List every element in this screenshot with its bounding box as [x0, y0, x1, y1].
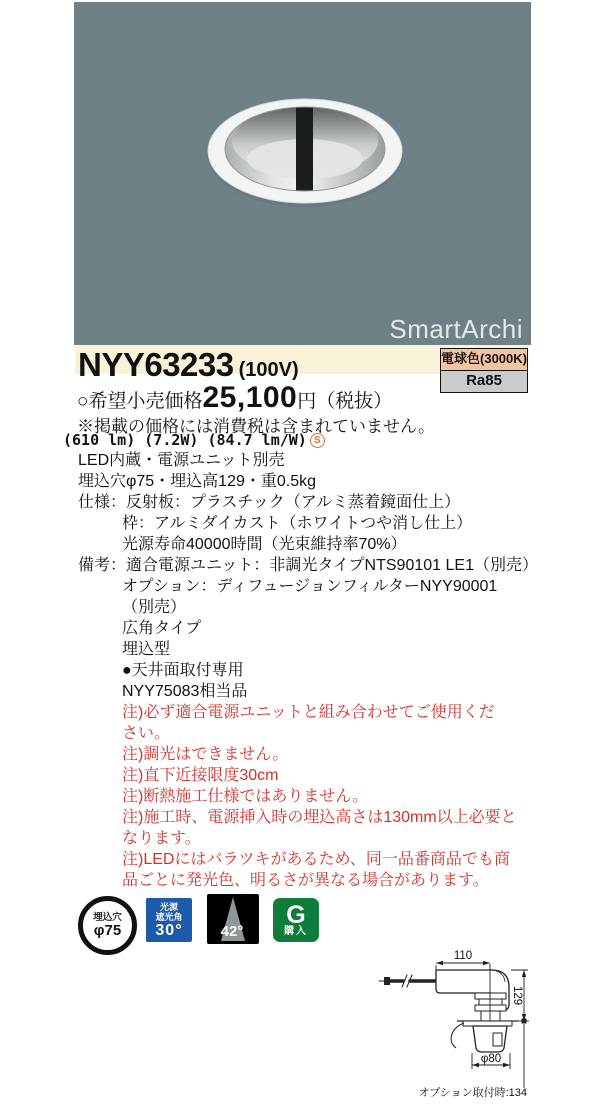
spec-note-line: 注)施工時、電源挿入時の埋込高さは130mm以上必要と	[122, 809, 517, 826]
drawing-caption: オプション取付時:134	[418, 1087, 527, 1099]
beam-angle-icon	[207, 894, 259, 944]
spec-line: 埋込型	[122, 641, 171, 658]
cutout-diameter-icon	[78, 896, 137, 955]
price-row	[77, 381, 392, 415]
tax-note: ※掲載の価格には消費税は含まれていません。	[77, 417, 436, 436]
spec-line: 埋込穴φ75・埋込高129・重0.5kg	[78, 473, 317, 490]
cutout-value: φ75	[93, 922, 122, 939]
performance-line	[63, 431, 325, 449]
green-purchase-letter: G	[286, 900, 306, 929]
green-purchase-icon	[273, 898, 319, 942]
price-prefix: ○希望小売価格	[77, 391, 203, 412]
spec-note-line: 注)直下近接限度30cm	[122, 767, 279, 784]
spec-line: LED内蔵・電源ユニット別売	[78, 452, 285, 469]
spec-line: 広角タイプ	[122, 620, 202, 637]
spec-note-line: さい。	[122, 725, 171, 742]
spec-note-line: 注)LEDにはバラツキがあるため、同一品番商品でも商	[122, 851, 510, 868]
svg-text:42°: 42°	[220, 923, 244, 940]
s-mark-icon: S	[310, 433, 325, 448]
model-row	[78, 346, 299, 384]
dim-height-label: 129	[511, 986, 523, 1006]
downlight-image	[74, 2, 531, 345]
spec-note-line: 注)断熱施工仕様ではありません。	[122, 788, 369, 805]
shield-label-1: 光源	[159, 901, 178, 912]
model-number: NYY63233	[78, 346, 234, 383]
performance-values: (610 lm) (7.2W) (84.7 lm/W)	[63, 431, 307, 449]
cutout-label: 埋込穴	[93, 912, 122, 923]
fixture-outline	[436, 970, 518, 1052]
shield-label-2: 遮光角	[155, 911, 183, 922]
brand-watermark: SmartArchi	[389, 314, 523, 344]
price-suffix: 円（税抜）	[297, 391, 393, 412]
spec-line: 枠：アルミダイカスト（ホワイトつや消し仕上）	[122, 515, 473, 532]
color-temp-badge: 電球色(3000K)	[440, 348, 528, 371]
spec-note-line: 注)必ず適合電源ユニットと組み合わせてご使用くだ	[122, 704, 495, 721]
spec-note-line: 注)調光はできません。	[122, 746, 289, 763]
spec-line: NYY75083相当品	[122, 683, 248, 700]
cri-badge: Ra85	[440, 370, 528, 393]
dim-width-label: 110	[453, 950, 473, 962]
price-amount: 25,100	[202, 381, 298, 414]
spec-lines	[78, 450, 564, 891]
dimension-drawing	[378, 948, 593, 1106]
spec-line: オプション：ディフュージョンフィルターNYY90001	[122, 578, 498, 595]
spec-line: 備考：適合電源ユニット：非調光タイプNTS90101 LE1（別売）	[78, 557, 538, 574]
shield-angle-value: 30°	[155, 921, 183, 939]
dim-diameter-label: φ80	[480, 1053, 502, 1065]
beam-cone-icon	[207, 894, 259, 944]
voltage-label: (100V)	[238, 359, 299, 381]
shielding-angle-icon	[146, 898, 192, 942]
spec-note-line: 品ごとに発光色、明るさが異なる場合があります。	[122, 872, 489, 889]
green-purchase-label: 購入	[284, 925, 308, 937]
spec-line: 仕様：反射板：プラスチック（アルミ蒸着鏡面仕上）	[78, 494, 461, 511]
product-photo	[74, 2, 531, 345]
spec-note-line: なります。	[122, 830, 201, 847]
spec-line: ●天井面取付専用	[122, 662, 244, 679]
spec-line: 光源寿命40000時間（光束維持率70%）	[122, 536, 407, 553]
spec-line: （別売）	[122, 599, 187, 616]
